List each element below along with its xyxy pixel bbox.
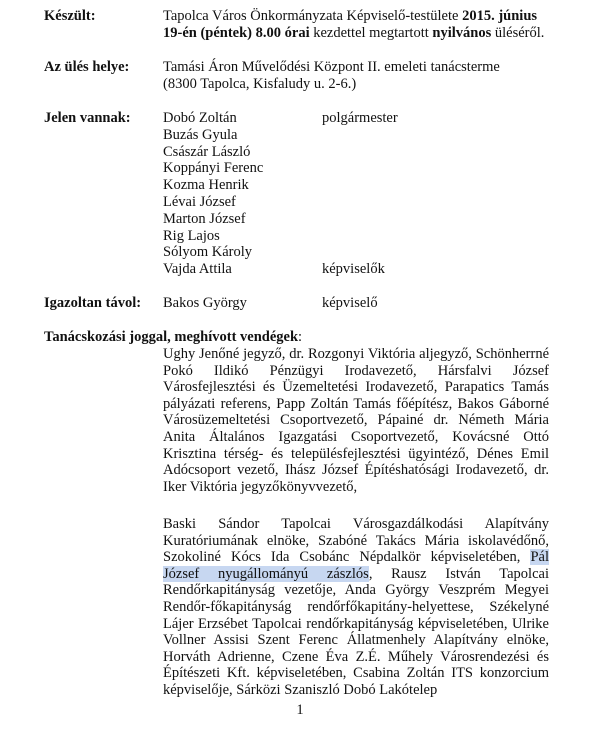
guests-line: Rendőr-főkapitányság rendőrfőkapitány-helyettese, Székelyné bbox=[163, 598, 549, 615]
guests-line: Lájer Erzsébet Tapolcai rendőrkapitányság képviseletében, bbox=[163, 615, 508, 632]
keszult-text bbox=[163, 8, 549, 41]
helye-line-2: (8300 Tapolca, Kisfaludy u. 2-6.) bbox=[163, 76, 357, 92]
vendegek-label bbox=[44, 329, 302, 346]
guests-line: Városüzemeltetési Csoportvezető, Pápainé dr. Németh Mária bbox=[163, 412, 549, 429]
role-mayor: polgármester bbox=[322, 110, 398, 126]
guests-line: elnöke, Horváth Adrienne, Czene Éva Z.É. Műhely bbox=[163, 632, 550, 665]
attendee-name: Sólyom Károly bbox=[163, 244, 253, 261]
guests-line: Rendőrkapitányság vezetője, Anda György Veszprém Megyei bbox=[163, 582, 549, 599]
helye-line-1: Tamási Áron Művelődési Központ II. emeleti tanácsterme bbox=[163, 59, 500, 75]
vendegek-label-text: Tanácskozási joggal, meghívott vendégek bbox=[44, 329, 299, 345]
guests-line: Krisztina térség- és településfejlesztési ügyintéző, Dénes Emil bbox=[163, 445, 549, 462]
guests-line: Anita Általános Igazgatási Csoportvezető, Kovácsné Ottó bbox=[163, 428, 549, 445]
guests-line: Baski Sándor Tapolcai Városgazdálkodási Alapítvány bbox=[163, 516, 549, 532]
tavol-label: Igazoltan távol: bbox=[44, 295, 142, 311]
keszult-date: 2015. június bbox=[462, 8, 538, 24]
guests-line: , Rausz István Tapolcai bbox=[368, 565, 549, 582]
highlighted-text: Pál bbox=[530, 549, 549, 566]
attendee-name: Buzás Gyula bbox=[163, 126, 238, 143]
tavol-role: képviselő bbox=[322, 295, 378, 311]
role-representatives: képviselők bbox=[322, 261, 385, 277]
guests-line: pályázati referens, Papp Zoltán Tamás főépítész, Bakos Gáborné bbox=[163, 395, 549, 412]
guests-line: Kuratóriumának elnöke, Szabóné Takács Mária iskolavédőnő, bbox=[163, 532, 549, 549]
page-number: 1 bbox=[296, 702, 304, 718]
attendee-name: Császár László bbox=[163, 143, 251, 160]
guests-line: Adócsoport vezető, Ihász József Építéshatósági Irodavezető, dr. bbox=[163, 462, 549, 479]
attendee-name: Vajda Attila bbox=[163, 261, 232, 278]
guests-paragraph-2 bbox=[163, 516, 549, 699]
guests-line: Schönherrné Pokó Ildikó Pénzügyi Irodavezető, Hársfalvi József bbox=[163, 346, 550, 379]
guests-line: ITS konzorcium képviselője, Sárközi Szaniszló Dobó Lakótelep bbox=[163, 665, 549, 698]
keszult-time: 19-én (péntek) 8.00 órai bbox=[163, 24, 310, 41]
keszult-public: nyilvános bbox=[432, 24, 492, 41]
guests-line: Ughy Jenőné jegyző, dr. Rozgonyi Viktória aljegyző, bbox=[163, 346, 472, 362]
guests-paragraph-1 bbox=[163, 346, 549, 495]
helye-label: Az ülés helye: bbox=[44, 59, 130, 75]
guests-line: Városfejlesztési és Üzemeltetési Irodavezető, Parapatics Tamás bbox=[163, 379, 549, 396]
attendee-name: Dobó Zoltán bbox=[163, 110, 237, 126]
attendee-name: Kozma Henrik bbox=[163, 177, 249, 194]
guests-line: Ulrike Vollner Assisi Szent Ferenc Állatmenhely Alapítvány bbox=[163, 615, 549, 649]
attendee-name: Rig Lajos bbox=[163, 227, 220, 244]
guests-line: Szokoliné Kócs Ida Csobánc Népdalkör képviseletében, bbox=[163, 549, 531, 566]
keszult-label: Készült: bbox=[44, 8, 96, 24]
keszult-text-1: Tapolca Város Önkormányzata Képviselő-testülete bbox=[163, 8, 463, 24]
jelen-label: Jelen vannak: bbox=[44, 110, 131, 126]
highlighted-text: József nyugállományú zászlós bbox=[163, 565, 369, 582]
keszult-text-3: üléséről. bbox=[491, 24, 545, 41]
attendee-name: Lévai József bbox=[163, 194, 236, 210]
tavol-name: Bakos György bbox=[163, 295, 247, 311]
guests-line: Városrendezési és Építészeti Kft. képviseletében, Csabina Zoltán bbox=[163, 648, 549, 682]
vendegek-colon: : bbox=[298, 329, 303, 345]
attendee-name: Koppányi Ferenc bbox=[163, 160, 264, 177]
keszult-text-2: kezdettel megtartott bbox=[309, 24, 433, 41]
guests-line: Iker Viktória jegyzőkönyvvezető, bbox=[163, 478, 358, 495]
attendee-name: Marton József bbox=[163, 210, 246, 227]
